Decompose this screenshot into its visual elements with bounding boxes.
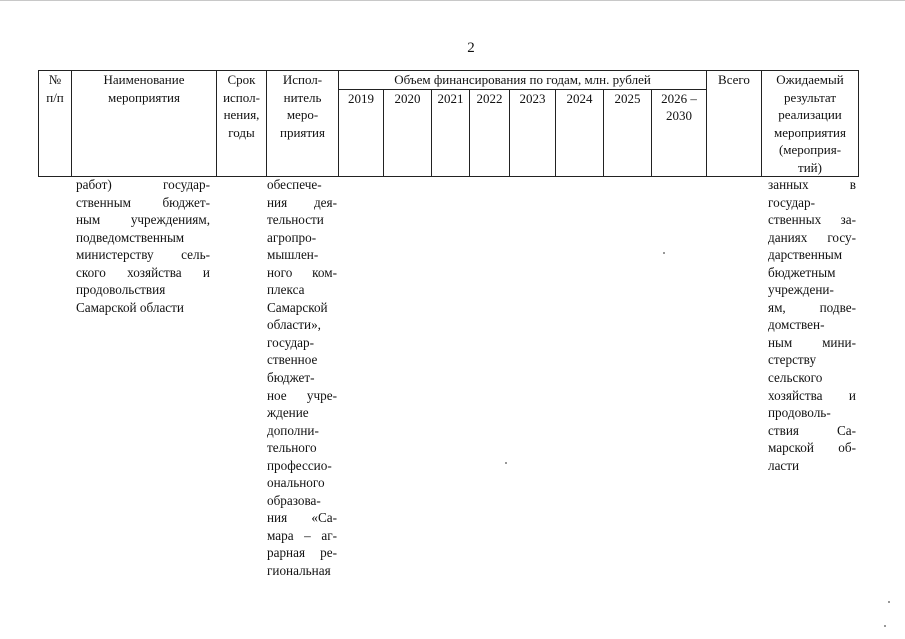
- text-line: стерству: [768, 352, 817, 368]
- text-line: ного ком-: [267, 264, 337, 280]
- header-year: 2026 – 2030: [652, 89, 707, 176]
- text-line: государ-: [768, 194, 815, 210]
- text-line: дарственным: [768, 247, 843, 263]
- text-line: профессио-: [267, 457, 332, 473]
- text-line: ственных за-: [768, 212, 856, 228]
- text-line: ждение: [267, 405, 309, 421]
- text-line: мышлен-: [267, 247, 319, 263]
- text-line: ственным бюджет-: [76, 194, 210, 210]
- header-name: Наименование мероприятия: [72, 71, 217, 177]
- text-line: гиональная: [267, 563, 331, 579]
- scan-speck: [663, 252, 665, 254]
- text-line: домствен-: [768, 317, 825, 333]
- text-line: сельского: [768, 370, 823, 386]
- text-line: занных в: [768, 177, 856, 192]
- text-line: агропро-: [267, 229, 317, 245]
- text-line: министерству сель-: [76, 247, 210, 263]
- header-num: № п/п: [39, 71, 72, 177]
- text-line: тельности: [267, 212, 324, 228]
- text-line: ям, подве-: [768, 299, 856, 315]
- scan-speck: [888, 601, 890, 603]
- text-line: продовольствия: [76, 282, 166, 298]
- text-line: ласти: [768, 457, 800, 473]
- text-line: хозяйства и: [768, 387, 856, 403]
- header-year: 2024: [556, 89, 604, 176]
- text-line: марской об-: [768, 440, 856, 456]
- text-line: учреждени-: [768, 282, 834, 298]
- text-line: дополни-: [267, 422, 319, 438]
- header-year: 2021: [432, 89, 470, 176]
- header-year: 2019: [339, 89, 384, 176]
- top-border-line: [0, 0, 905, 1]
- text-line: обеспече-: [267, 177, 322, 192]
- text-line: образова-: [267, 492, 321, 508]
- text-line: области»,: [267, 317, 321, 333]
- header-term: Срок испол- нения, годы: [217, 71, 267, 177]
- text-line: ным учреждениям,: [76, 212, 210, 228]
- text-line: мара – аг-: [267, 527, 337, 543]
- text-line: даниях госу-: [768, 229, 856, 245]
- measure-name-text: [76, 176, 210, 316]
- text-line: ния «Са-: [267, 510, 337, 526]
- header-year: 2022: [470, 89, 510, 176]
- text-line: подведомственным: [76, 229, 185, 245]
- scan-speck: [505, 462, 507, 464]
- header-year: 2020: [384, 89, 432, 176]
- text-line: ния дея-: [267, 194, 337, 210]
- executor-text: [267, 176, 337, 580]
- scan-speck: [884, 625, 886, 627]
- text-line: плекса: [267, 282, 305, 298]
- header-year: 2025: [604, 89, 652, 176]
- header-result: Ожидаемый результат реализации мероприятия (мероприя- тий): [762, 71, 859, 177]
- text-line: Самарской области: [76, 299, 184, 315]
- header-total: Всего: [707, 71, 762, 177]
- text-line: Самарской: [267, 299, 328, 315]
- program-table-header: [38, 70, 859, 177]
- text-line: государ-: [267, 334, 314, 350]
- header-year: 2023: [510, 89, 556, 176]
- text-line: ского хозяйства и: [76, 264, 210, 280]
- text-line: ственное: [267, 352, 318, 368]
- text-line: рарная ре-: [267, 545, 337, 561]
- text-line: работ) государ-: [76, 177, 210, 192]
- text-line: бюджет-: [267, 370, 315, 386]
- header-funding: Объем финансирования по годам, млн. рублей: [339, 71, 707, 90]
- text-line: онального: [267, 475, 325, 491]
- text-line: ным мини-: [768, 334, 856, 350]
- header-executor: Испол- нитель меро- приятия: [267, 71, 339, 177]
- expected-result-text: [768, 176, 856, 474]
- text-line: продоволь-: [768, 405, 831, 421]
- text-line: тельного: [267, 440, 317, 456]
- text-line: бюджетным: [768, 264, 836, 280]
- text-line: ствия Са-: [768, 422, 856, 438]
- page-number: 2: [467, 40, 475, 56]
- text-line: ное учре-: [267, 387, 337, 403]
